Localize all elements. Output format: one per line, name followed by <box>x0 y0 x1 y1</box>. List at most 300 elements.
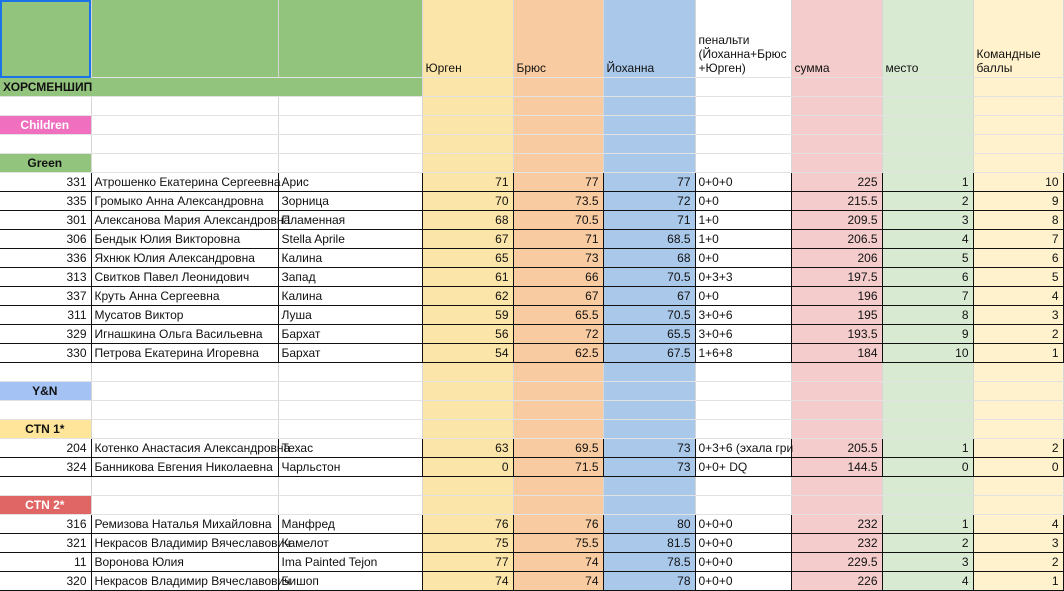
cell-yohanna[interactable]: 70.5 <box>603 268 695 287</box>
cell-horse[interactable]: Калина <box>278 249 422 268</box>
cell-bryus[interactable] <box>513 78 603 97</box>
cell-horse[interactable]: Калина <box>278 287 422 306</box>
cell-penalty[interactable] <box>695 401 791 420</box>
cell-horse[interactable]: Stella Aprile <box>278 230 422 249</box>
table-row <box>0 268 1063 287</box>
cell-mesto[interactable] <box>882 154 973 173</box>
cell-summa[interactable] <box>791 135 882 154</box>
cell-c[interactable] <box>278 135 422 154</box>
cell-komandnye[interactable]: 7 <box>973 230 1063 249</box>
cell-jurgen[interactable]: 0 <box>422 458 513 477</box>
cell-c[interactable] <box>278 420 422 439</box>
table-row <box>0 515 1063 534</box>
cell-summa[interactable] <box>791 382 882 401</box>
cell-jurgen[interactable] <box>422 97 513 116</box>
cell-name[interactable]: Банникова Евгения Николаевна <box>91 458 278 477</box>
cell-yohanna[interactable]: 78.5 <box>603 553 695 572</box>
cell-yohanna[interactable]: 73 <box>603 439 695 458</box>
cell-summa[interactable] <box>791 496 882 515</box>
cell-komandnye[interactable]: 0 <box>973 458 1063 477</box>
cell-horse[interactable]: Ima Painted Tejon <box>278 553 422 572</box>
spacer-row <box>0 97 1063 116</box>
cell-yohanna[interactable] <box>603 97 695 116</box>
cell-komandnye[interactable]: 5 <box>973 268 1063 287</box>
cell-bryus[interactable] <box>513 382 603 401</box>
cell-bryus[interactable]: 67 <box>513 287 603 306</box>
header-mesto[interactable]: место <box>882 0 973 78</box>
cell-summa[interactable]: 209.5 <box>791 211 882 230</box>
cell-summa[interactable] <box>791 363 882 382</box>
cell-id[interactable]: 11 <box>0 553 91 572</box>
cell-komandnye[interactable]: 4 <box>973 287 1063 306</box>
cell-yohanna[interactable] <box>603 420 695 439</box>
table-row <box>0 534 1063 553</box>
cell-komandnye[interactable] <box>973 496 1063 515</box>
cell-penalty[interactable] <box>695 477 791 496</box>
cell-yohanna[interactable]: 67 <box>603 287 695 306</box>
cell-komandnye[interactable]: 2 <box>973 325 1063 344</box>
cell-a[interactable] <box>0 363 91 382</box>
cell-komandnye[interactable] <box>973 97 1063 116</box>
cell-horse[interactable]: Техас <box>278 439 422 458</box>
cell-summa[interactable] <box>791 401 882 420</box>
cell-mesto[interactable] <box>882 420 973 439</box>
cell-jurgen[interactable]: 54 <box>422 344 513 363</box>
cell-yohanna[interactable]: 78 <box>603 572 695 591</box>
cell-c[interactable] <box>278 78 422 97</box>
cell-summa[interactable]: 232 <box>791 515 882 534</box>
cell-name[interactable]: Воронова Юлия <box>91 553 278 572</box>
cell-penalty[interactable]: 0+0 <box>695 249 791 268</box>
cell-komandnye[interactable]: 2 <box>973 553 1063 572</box>
cell-summa[interactable] <box>791 97 882 116</box>
cell-jurgen[interactable] <box>422 420 513 439</box>
cell-jurgen[interactable]: 75 <box>422 534 513 553</box>
table-row <box>0 553 1063 572</box>
cell-bryus[interactable]: 77 <box>513 173 603 192</box>
cell-b[interactable] <box>91 78 278 97</box>
cell-yohanna[interactable]: 77 <box>603 173 695 192</box>
cell-jurgen[interactable]: 56 <box>422 325 513 344</box>
cell-name[interactable]: Атрошенко Екатерина Сергеевна <box>91 173 278 192</box>
cell-bryus[interactable]: 71.5 <box>513 458 603 477</box>
cell-yohanna[interactable] <box>603 363 695 382</box>
cell-yohanna[interactable]: 68.5 <box>603 230 695 249</box>
group-badge-children[interactable]: Children <box>0 116 91 135</box>
cell-jurgen[interactable]: 68 <box>422 211 513 230</box>
cell-penalty[interactable]: 0+0+0 <box>695 534 791 553</box>
cell-mesto[interactable]: 5 <box>882 249 973 268</box>
cell-horse[interactable]: Пламенная <box>278 211 422 230</box>
cell-bryus[interactable]: 74 <box>513 572 603 591</box>
cell-penalty[interactable] <box>695 116 791 135</box>
cell-mesto[interactable] <box>882 78 973 97</box>
cell-bryus[interactable]: 66 <box>513 268 603 287</box>
cell-penalty[interactable] <box>695 154 791 173</box>
cell-yohanna[interactable]: 73 <box>603 458 695 477</box>
cell-penalty[interactable]: 0+0 <box>695 192 791 211</box>
cell-jurgen[interactable]: 74 <box>422 572 513 591</box>
cell-yohanna[interactable]: 72 <box>603 192 695 211</box>
cell-name[interactable]: Бендык Юлия Викторовна <box>91 230 278 249</box>
spacer-row <box>0 135 1063 154</box>
cell-horse[interactable]: Бархат <box>278 344 422 363</box>
cell-id[interactable]: 329 <box>0 325 91 344</box>
cell-summa[interactable]: 232 <box>791 534 882 553</box>
cell-jurgen[interactable]: 61 <box>422 268 513 287</box>
cell-bryus[interactable] <box>513 97 603 116</box>
cell-bryus[interactable]: 65.5 <box>513 306 603 325</box>
cell-bryus[interactable]: 74 <box>513 553 603 572</box>
cell-komandnye[interactable] <box>973 420 1063 439</box>
cell-komandnye[interactable] <box>973 477 1063 496</box>
cell-id[interactable]: 337 <box>0 287 91 306</box>
cell-summa[interactable] <box>791 477 882 496</box>
cell-name[interactable]: Ремизова Наталья Михайловна <box>91 515 278 534</box>
cell-horse[interactable]: Камелот <box>278 534 422 553</box>
cell-name[interactable]: Круть Анна Сергеевна <box>91 287 278 306</box>
cell-summa[interactable]: 205.5 <box>791 439 882 458</box>
cell-komandnye[interactable] <box>973 154 1063 173</box>
cell-summa[interactable]: 225 <box>791 173 882 192</box>
cell-yohanna[interactable] <box>603 496 695 515</box>
cell-mesto[interactable]: 10 <box>882 344 973 363</box>
group-badge-ctn1[interactable]: CTN 1* <box>0 420 91 439</box>
cell-bryus[interactable] <box>513 135 603 154</box>
cell-komandnye[interactable]: 3 <box>973 306 1063 325</box>
cell-name[interactable]: Котенко Анастасия Александровна <box>91 439 278 458</box>
cell-id[interactable]: 316 <box>0 515 91 534</box>
cell-bryus[interactable] <box>513 420 603 439</box>
cell-mesto[interactable]: 2 <box>882 192 973 211</box>
cell-jurgen[interactable] <box>422 382 513 401</box>
cell-id[interactable]: 330 <box>0 344 91 363</box>
cell-komandnye[interactable]: 8 <box>973 211 1063 230</box>
cell-bryus[interactable]: 73 <box>513 249 603 268</box>
cell-id[interactable]: 306 <box>0 230 91 249</box>
cell-summa[interactable]: 193.5 <box>791 325 882 344</box>
cell-b[interactable] <box>91 97 278 116</box>
cell-penalty[interactable]: 0+3+3 <box>695 268 791 287</box>
cell-summa[interactable]: 229.5 <box>791 553 882 572</box>
cell-yohanna[interactable] <box>603 401 695 420</box>
cell-name[interactable]: Мусатов Виктор <box>91 306 278 325</box>
cell-horse[interactable]: Зорница <box>278 192 422 211</box>
cell-c[interactable] <box>278 116 422 135</box>
cell-a[interactable] <box>0 477 91 496</box>
cell-summa[interactable]: 226 <box>791 572 882 591</box>
cell-name[interactable]: Петрова Екатерина Игоревна <box>91 344 278 363</box>
cell-horse[interactable]: Луша <box>278 306 422 325</box>
cell-jurgen[interactable]: 65 <box>422 249 513 268</box>
cell-bryus[interactable]: 72 <box>513 325 603 344</box>
cell-komandnye[interactable]: 6 <box>973 249 1063 268</box>
cell-summa[interactable]: 215.5 <box>791 192 882 211</box>
cell-komandnye[interactable] <box>973 135 1063 154</box>
cell-id[interactable]: 324 <box>0 458 91 477</box>
section-title-row <box>0 78 1063 97</box>
cell-jurgen[interactable] <box>422 154 513 173</box>
cell-jurgen[interactable]: 70 <box>422 192 513 211</box>
header-penalty-line1: пенальти <box>698 33 750 47</box>
cell-b[interactable] <box>91 401 278 420</box>
cell-a[interactable] <box>0 135 91 154</box>
cell-mesto[interactable] <box>882 116 973 135</box>
group-badge-ctn2[interactable]: CTN 2* <box>0 496 91 515</box>
cell-jurgen[interactable]: 62 <box>422 287 513 306</box>
cell-bryus[interactable] <box>513 154 603 173</box>
cell-summa[interactable] <box>791 420 882 439</box>
table-row <box>0 439 1063 458</box>
header-penalty-line2: (Йоханна+Брюс <box>698 47 787 61</box>
cell-penalty[interactable]: 0+0+0 <box>695 572 791 591</box>
cell-bryus[interactable] <box>513 363 603 382</box>
cell-a[interactable] <box>0 97 91 116</box>
cell-penalty[interactable]: 1+6+8 <box>695 344 791 363</box>
cell-yohanna[interactable]: 67.5 <box>603 344 695 363</box>
cell-id[interactable]: 313 <box>0 268 91 287</box>
cell-horse[interactable]: Чарльстон <box>278 458 422 477</box>
cell-komandnye[interactable] <box>973 116 1063 135</box>
cell-komandnye[interactable]: 1 <box>973 572 1063 591</box>
cell-id[interactable]: 336 <box>0 249 91 268</box>
cell-komandnye[interactable]: 10 <box>973 173 1063 192</box>
cell-summa[interactable] <box>791 116 882 135</box>
table-row <box>0 344 1063 363</box>
cell-b[interactable] <box>91 363 278 382</box>
cell-name[interactable]: Громыко Анна Александровна <box>91 192 278 211</box>
header-komandnye-line2: баллы <box>976 61 1013 75</box>
group-badge-green[interactable]: Green <box>0 154 91 173</box>
cell-summa[interactable] <box>791 78 882 97</box>
cell-mesto[interactable]: 3 <box>882 211 973 230</box>
cell-c[interactable] <box>278 154 422 173</box>
cell-komandnye[interactable]: 2 <box>973 439 1063 458</box>
header-penalty[interactable] <box>695 0 791 78</box>
cell-bryus[interactable]: 71 <box>513 230 603 249</box>
cell-summa[interactable]: 206.5 <box>791 230 882 249</box>
cell-bryus[interactable]: 69.5 <box>513 439 603 458</box>
table-row <box>0 192 1063 211</box>
cell-horse[interactable]: Запад <box>278 268 422 287</box>
cell-jurgen[interactable] <box>422 116 513 135</box>
cell-b[interactable] <box>91 477 278 496</box>
cell-jurgen[interactable]: 77 <box>422 553 513 572</box>
cell-summa[interactable]: 206 <box>791 249 882 268</box>
cell-yohanna[interactable] <box>603 135 695 154</box>
cell-yohanna[interactable]: 70.5 <box>603 306 695 325</box>
cell-c[interactable] <box>278 382 422 401</box>
group-row-ctn2 <box>0 496 1063 515</box>
cell-mesto[interactable]: 9 <box>882 325 973 344</box>
cell-yohanna[interactable] <box>603 78 695 97</box>
cell-jurgen[interactable] <box>422 477 513 496</box>
header-jurgen[interactable]: Юрген <box>422 0 513 78</box>
cell-a[interactable] <box>0 401 91 420</box>
cell-mesto[interactable]: 8 <box>882 306 973 325</box>
cell-penalty[interactable]: 0+0 <box>695 287 791 306</box>
cell-yohanna[interactable]: 80 <box>603 515 695 534</box>
cell-mesto[interactable]: 3 <box>882 553 973 572</box>
cell-horse[interactable]: Арис <box>278 173 422 192</box>
cell-c[interactable] <box>278 496 422 515</box>
cell-penalty[interactable]: 3+0+6 <box>695 325 791 344</box>
cell-penalty[interactable]: 0+0+0 <box>695 173 791 192</box>
cell-yohanna[interactable] <box>603 477 695 496</box>
cell-summa[interactable] <box>791 154 882 173</box>
cell-jurgen[interactable]: 76 <box>422 515 513 534</box>
cell-komandnye[interactable]: 4 <box>973 515 1063 534</box>
cell-jurgen[interactable]: 59 <box>422 306 513 325</box>
table-row <box>0 325 1063 344</box>
cell-name[interactable]: Игнашкина Ольга Васильевна <box>91 325 278 344</box>
cell-yohanna[interactable] <box>603 154 695 173</box>
cell-penalty[interactable]: 1+0 <box>695 211 791 230</box>
cell-b[interactable] <box>91 382 278 401</box>
cell-komandnye[interactable] <box>973 382 1063 401</box>
cell-summa[interactable]: 184 <box>791 344 882 363</box>
cell-yohanna[interactable] <box>603 382 695 401</box>
cell-c[interactable] <box>278 97 422 116</box>
cell-b[interactable] <box>91 116 278 135</box>
cell-komandnye[interactable] <box>973 363 1063 382</box>
cell-jurgen[interactable] <box>422 135 513 154</box>
cell-name[interactable]: Алексанова Мария Александровна <box>91 211 278 230</box>
cell-id[interactable]: 335 <box>0 192 91 211</box>
cell-b[interactable] <box>91 420 278 439</box>
cell-yohanna[interactable]: 81.5 <box>603 534 695 553</box>
cell-summa[interactable]: 144.5 <box>791 458 882 477</box>
cell-mesto[interactable]: 1 <box>882 515 973 534</box>
cell-mesto[interactable] <box>882 477 973 496</box>
cell-bryus[interactable]: 76 <box>513 515 603 534</box>
cell-name[interactable]: Яхнюк Юлия Александровна <box>91 249 278 268</box>
cell-mesto[interactable] <box>882 382 973 401</box>
cell-b[interactable] <box>91 496 278 515</box>
cell-yohanna[interactable]: 71 <box>603 211 695 230</box>
cell-summa[interactable]: 195 <box>791 306 882 325</box>
cell-jurgen[interactable]: 67 <box>422 230 513 249</box>
cell-mesto[interactable]: 7 <box>882 287 973 306</box>
cell-mesto[interactable]: 1 <box>882 439 973 458</box>
cell-name[interactable]: Некрасов Владимир Вячеславович <box>91 534 278 553</box>
header-bryus[interactable]: Брюс <box>513 0 603 78</box>
table-row <box>0 249 1063 268</box>
cell-penalty[interactable] <box>695 496 791 515</box>
cell-bryus[interactable]: 73.5 <box>513 192 603 211</box>
cell-bryus[interactable]: 62.5 <box>513 344 603 363</box>
cell-summa[interactable]: 196 <box>791 287 882 306</box>
cell-penalty[interactable] <box>695 135 791 154</box>
cell-komandnye[interactable]: 3 <box>973 534 1063 553</box>
cell-jurgen[interactable] <box>422 363 513 382</box>
cell-penalty[interactable]: 0+0+0 <box>695 553 791 572</box>
cell-yohanna[interactable]: 65.5 <box>603 325 695 344</box>
cell-penalty[interactable]: 0+0+0 <box>695 515 791 534</box>
cell-mesto[interactable]: 6 <box>882 268 973 287</box>
group-badge-yn[interactable]: Y&N <box>0 382 91 401</box>
cell-yohanna[interactable]: 68 <box>603 249 695 268</box>
header-cell-b[interactable] <box>91 0 278 78</box>
cell-penalty[interactable] <box>695 382 791 401</box>
cell-id[interactable]: 204 <box>0 439 91 458</box>
cell-horse[interactable]: Бишоп <box>278 572 422 591</box>
cell-mesto[interactable] <box>882 401 973 420</box>
cell-mesto[interactable]: 2 <box>882 534 973 553</box>
cell-penalty[interactable] <box>695 420 791 439</box>
cell-jurgen[interactable]: 71 <box>422 173 513 192</box>
cell-id[interactable]: 311 <box>0 306 91 325</box>
cell-bryus[interactable] <box>513 401 603 420</box>
cell-jurgen[interactable]: 63 <box>422 439 513 458</box>
cell-summa[interactable]: 197.5 <box>791 268 882 287</box>
cell-bryus[interactable]: 70.5 <box>513 211 603 230</box>
cell-c[interactable] <box>278 477 422 496</box>
header-summa[interactable]: сумма <box>791 0 882 78</box>
header-komandnye[interactable] <box>973 0 1063 78</box>
cell-id[interactable]: 321 <box>0 534 91 553</box>
group-row-yn <box>0 382 1063 401</box>
cell-bryus[interactable] <box>513 116 603 135</box>
cell-mesto[interactable]: 0 <box>882 458 973 477</box>
cell-komandnye[interactable] <box>973 78 1063 97</box>
cell-b[interactable] <box>91 154 278 173</box>
header-cell-a[interactable] <box>0 0 91 78</box>
cell-penalty[interactable]: 0+3+6 (эхала гри <box>695 439 791 458</box>
cell-id[interactable]: 331 <box>0 173 91 192</box>
cell-mesto[interactable] <box>882 135 973 154</box>
section-title[interactable]: ХОРСМЕНШИП <box>0 78 91 97</box>
cell-c[interactable] <box>278 401 422 420</box>
cell-penalty[interactable]: 1+0 <box>695 230 791 249</box>
cell-mesto[interactable]: 4 <box>882 572 973 591</box>
cell-mesto[interactable] <box>882 363 973 382</box>
cell-c[interactable] <box>278 363 422 382</box>
cell-komandnye[interactable]: 9 <box>973 192 1063 211</box>
cell-komandnye[interactable]: 1 <box>973 344 1063 363</box>
cell-jurgen[interactable] <box>422 496 513 515</box>
header-cell-c[interactable] <box>278 0 422 78</box>
cell-name[interactable]: Некрасов Владимир Вячеславович <box>91 572 278 591</box>
cell-b[interactable] <box>91 135 278 154</box>
cell-mesto[interactable]: 4 <box>882 230 973 249</box>
cell-bryus[interactable]: 75.5 <box>513 534 603 553</box>
cell-penalty[interactable]: 3+0+6 <box>695 306 791 325</box>
cell-name[interactable]: Свитков Павел Леонидович <box>91 268 278 287</box>
cell-mesto[interactable] <box>882 496 973 515</box>
cell-penalty[interactable] <box>695 97 791 116</box>
cell-id[interactable]: 301 <box>0 211 91 230</box>
cell-penalty[interactable]: 0+0+ DQ <box>695 458 791 477</box>
cell-mesto[interactable]: 1 <box>882 173 973 192</box>
cell-bryus[interactable] <box>513 496 603 515</box>
cell-bryus[interactable] <box>513 477 603 496</box>
cell-id[interactable]: 320 <box>0 572 91 591</box>
header-yohanna[interactable]: Йоханна <box>603 0 695 78</box>
cell-yohanna[interactable] <box>603 116 695 135</box>
cell-horse[interactable]: Бархат <box>278 325 422 344</box>
cell-komandnye[interactable] <box>973 401 1063 420</box>
cell-penalty[interactable] <box>695 363 791 382</box>
spacer-row <box>0 401 1063 420</box>
cell-jurgen[interactable] <box>422 401 513 420</box>
table-row <box>0 458 1063 477</box>
header-row <box>0 0 1063 78</box>
cell-penalty[interactable] <box>695 78 791 97</box>
cell-jurgen[interactable] <box>422 78 513 97</box>
cell-horse[interactable]: Манфред <box>278 515 422 534</box>
cell-mesto[interactable] <box>882 97 973 116</box>
